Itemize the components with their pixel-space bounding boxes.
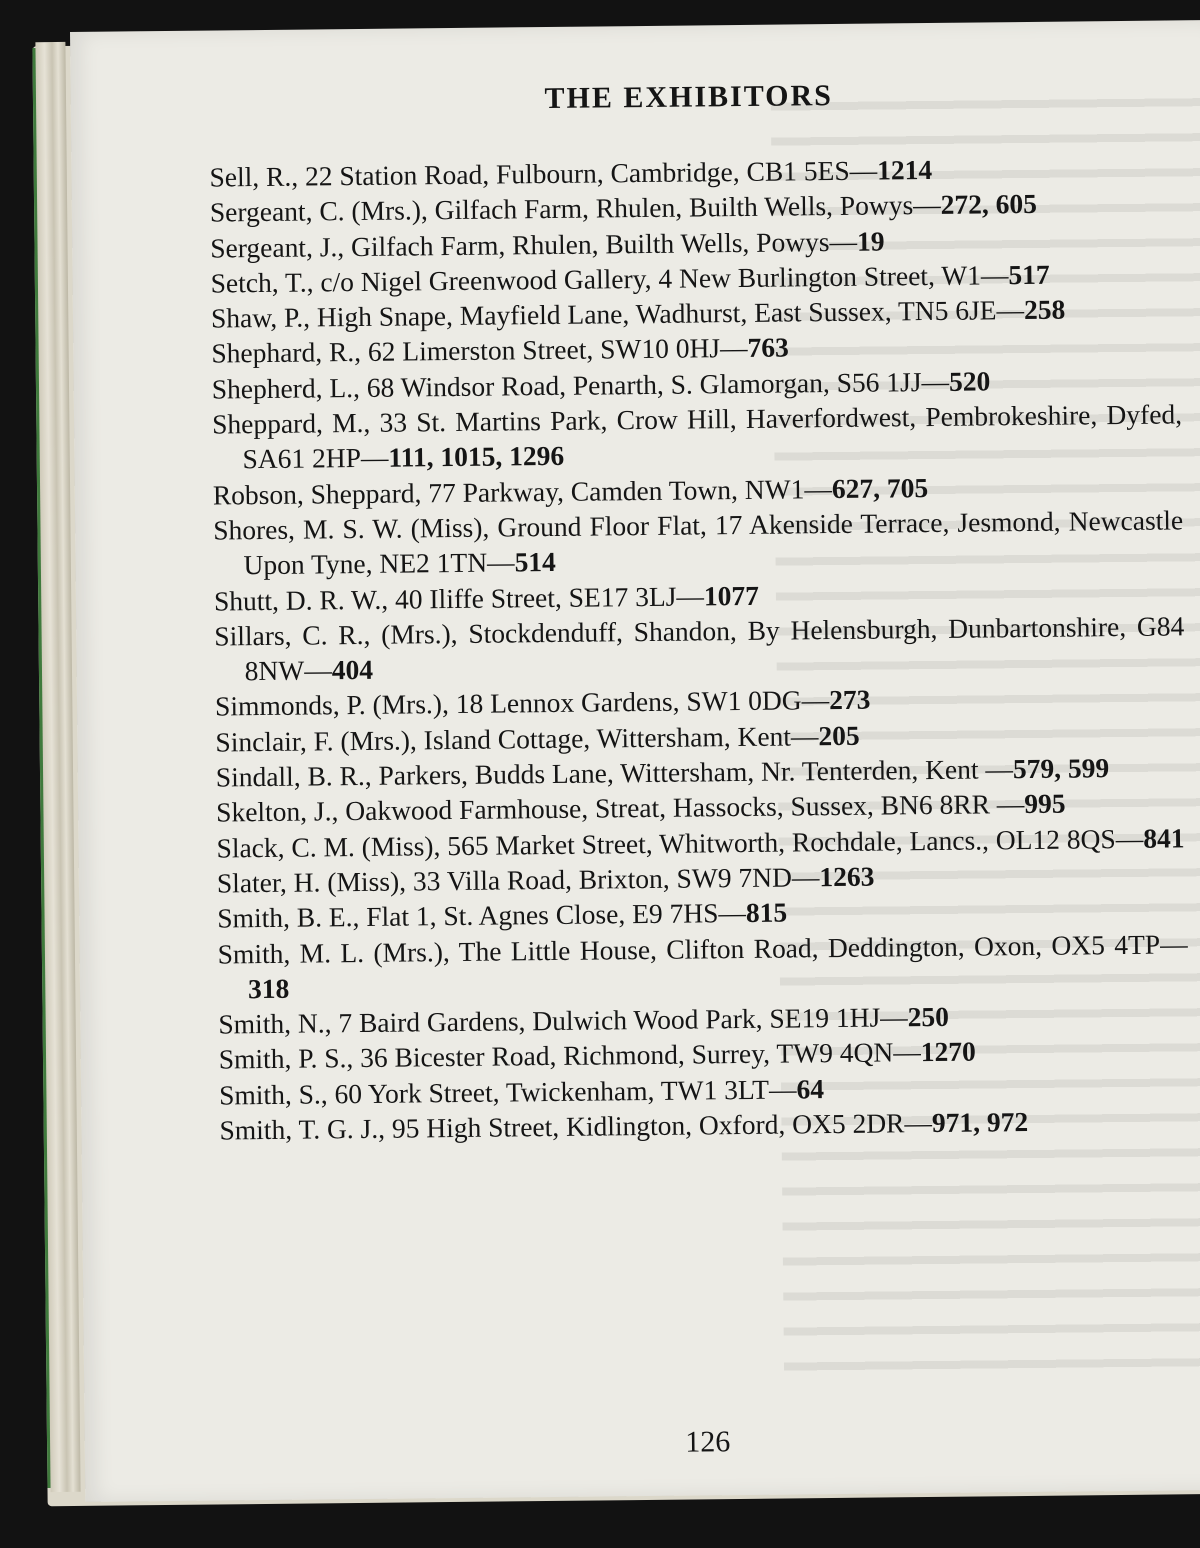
- exhibitor-address: Shutt, D. R. W., 40 Iliffe Street, SE17 3LJ—: [213, 579, 705, 617]
- exhibit-numbers: 514: [514, 546, 557, 578]
- exhibit-numbers: 627, 705: [831, 471, 929, 504]
- exhibit-numbers: 64: [796, 1072, 825, 1105]
- exhibitor-address: Slater, H. (Miss), 33 Villa Road, Brixton, SW9 7ND—: [216, 861, 820, 899]
- exhibit-numbers: 763: [747, 331, 789, 364]
- exhibitor-address: Smith, N., 7 Baird Gardens, Dulwich Wood Park, SE19 1HJ—: [218, 1001, 908, 1040]
- exhibit-numbers: 1077: [703, 579, 760, 611]
- exhibitor-address: Smith, P. S., 36 Bicester Road, Richmond, Surrey, TW9 4QN—: [218, 1036, 921, 1075]
- exhibit-numbers: 517: [1008, 258, 1050, 291]
- exhibitor-address: Setch, T., c/o Nigel Greenwood Gallery, 4 New Burlington Street, W1—: [210, 259, 1009, 299]
- exhibit-numbers: 273: [829, 684, 871, 716]
- exhibitor-entry: [213, 502, 1184, 583]
- exhibitor-address: Smith, M. L. (Mrs.), The Little House, Clifton Road, Deddington, Oxon, OX5 4TP—: [217, 927, 1188, 970]
- exhibit-numbers: 258: [1023, 293, 1066, 326]
- exhibitor-entry: [217, 926, 1188, 1007]
- exhibitor-address: Smith, S., 60 York Street, Twickenham, TW1 3LT—: [218, 1073, 797, 1111]
- exhibit-numbers: 111, 1015, 1296: [388, 440, 565, 474]
- exhibit-numbers: 1263: [819, 860, 875, 893]
- exhibitor-address: Smith, T. G. J., 95 High Street, Kidlington, Oxford, OX5 2DR—: [219, 1107, 933, 1146]
- exhibitor-address: Smith, B. E., Flat 1, St. Agnes Close, E9 7HS—: [217, 897, 747, 934]
- exhibit-numbers: 815: [745, 896, 788, 929]
- exhibitor-address: Sell, R., 22 Station Road, Fulbourn, Cambridge, CB1 5ES—: [209, 154, 878, 193]
- page-number: 126: [685, 1425, 731, 1459]
- exhibit-numbers: 1270: [920, 1035, 976, 1068]
- exhibitor-list: [209, 149, 1189, 1147]
- exhibit-numbers: 205: [818, 719, 860, 751]
- exhibitor-address: Sinclair, F. (Mrs.), Island Cottage, Wittersham, Kent—: [215, 719, 819, 758]
- exhibit-numbers: 971, 972: [931, 1106, 1029, 1139]
- exhibitor-address: Slack, C. M. (Miss), 565 Market Street, Whitworth, Rochdale, Lancs., OL12 8QS—: [216, 822, 1144, 864]
- exhibitor-entry: [212, 396, 1183, 477]
- exhibit-numbers: 579, 599: [1012, 752, 1110, 785]
- exhibitor-address: Sergeant, C. (Mrs.), Gilfach Farm, Rhulen, Builth Wells, Powys—: [209, 189, 941, 228]
- exhibit-numbers: 520: [948, 365, 991, 397]
- exhibit-numbers: 272, 605: [940, 188, 1038, 221]
- exhibitor-address: Sindall, B. R., Parkers, Budds Lane, Wittersham, Nr. Tenterden, Kent —: [215, 753, 1014, 793]
- exhibitor-address: Skelton, J., Oakwood Farmhouse, Streat, Hassocks, Sussex, BN6 8RR —: [216, 788, 1025, 828]
- exhibitor-address: Sillars, C. R., (Mrs.), Stockdenduff, Shandon, By Helensburgh, Dunbartonshire, G84 8NW—: [214, 610, 1185, 687]
- exhibit-numbers: 995: [1024, 787, 1066, 820]
- exhibit-numbers: 841: [1143, 822, 1185, 854]
- exhibitor-address: Sergeant, J., Gilfach Farm, Rhulen, Builth Wells, Powys—: [210, 225, 858, 264]
- exhibitor-address: Shaw, P., High Snape, Mayfield Lane, Wadhurst, East Sussex, TN5 6JE—: [210, 294, 1025, 334]
- exhibit-numbers: 250: [907, 1000, 950, 1033]
- exhibitor-address: Shores, M. S. W. (Miss), Ground Floor Flat, 17 Akenside Terrace, Jesmond, Newcastle Upon Tyne, NE2 1TN—: [213, 504, 1184, 581]
- exhibit-numbers: 404: [331, 654, 374, 686]
- exhibitor-address: Simmonds, P. (Mrs.), 18 Lennox Gardens, SW1 0DG—: [214, 684, 830, 722]
- page: [70, 20, 1200, 1502]
- exhibitor-address: Sheppard, M., 33 St. Martins Park, Crow Hill, Haverfordwest, Pembrokeshire, Dyfed, SA61 2HP—: [211, 398, 1183, 475]
- exhibitor-address: Robson, Sheppard, 77 Parkway, Camden Town, NW1—: [212, 472, 833, 511]
- exhibit-numbers: 19: [856, 225, 885, 257]
- page-content: [209, 75, 1190, 1459]
- exhibit-numbers: 318: [247, 972, 290, 1005]
- exhibitor-entry: [214, 608, 1185, 689]
- page-title: THE EXHIBITORS: [544, 79, 834, 116]
- exhibit-numbers: 1214: [876, 153, 933, 186]
- exhibitor-address: Shepherd, L., 68 Windsor Road, Penarth, S. Glamorgan, S56 1JJ—: [211, 365, 950, 405]
- exhibitor-address: Shephard, R., 62 Limerston Street, SW10 0HJ—: [211, 332, 748, 370]
